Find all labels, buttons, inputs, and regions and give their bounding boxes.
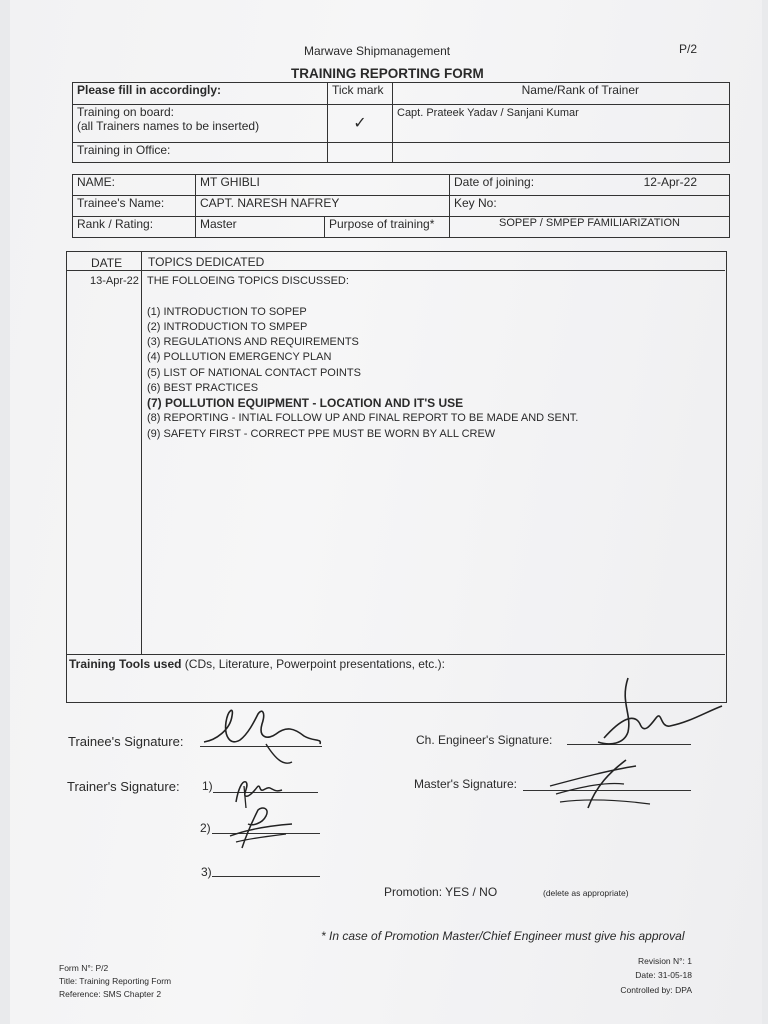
master-signature-label: Master's Signature: — [414, 777, 518, 791]
master-signature-scribble — [540, 756, 670, 816]
topic-item-bold: (7) POLLUTION EQUIPMENT - LOCATION AND IT'S USE — [147, 396, 464, 410]
office-trainer-names — [393, 143, 730, 163]
topics-box — [66, 251, 727, 703]
details-table — [72, 174, 730, 238]
trainer-table — [72, 82, 730, 163]
date-joining-cell — [450, 175, 730, 196]
topic-item: (6) BEST PRACTICES — [147, 382, 259, 394]
fill-accordingly-header: Please fill in accordingly: — [73, 83, 328, 105]
form-title-footer: Title: Training Reporting Form — [59, 976, 172, 986]
name-label: NAME: — [73, 175, 196, 196]
company-name: Marwave Shipmanagement — [304, 44, 451, 58]
date-column-divider — [141, 251, 142, 655]
topic-date: 13-Apr-22 — [90, 275, 139, 287]
purpose-label: Purpose of training* — [325, 217, 450, 238]
topic-item: (8) REPORTING - INTIAL FOLLOW UP AND FINAL REPORT TO BE MADE AND SENT. — [147, 412, 579, 424]
controlled-by: Controlled by: DPA — [620, 985, 692, 995]
tick-mark-header: Tick mark — [328, 83, 393, 105]
form-number: Form N°: P/2 — [59, 963, 109, 973]
trainee-signature-label: Trainee's Signature: — [68, 734, 184, 749]
trainee-name-label: Trainee's Name: — [73, 196, 196, 217]
topic-item: (5) LIST OF NATIONAL CONTACT POINTS — [147, 367, 361, 379]
tick-onboard: ✓ — [328, 105, 393, 143]
form-title: TRAINING REPORTING FORM — [291, 66, 484, 81]
tools-divider — [66, 654, 725, 655]
topics-header-divider — [66, 270, 725, 271]
rank-value: Master — [196, 217, 325, 238]
trainer-signature-label: Trainer's Signature: — [67, 779, 180, 794]
page-number: P/2 — [679, 42, 698, 56]
trainee-name-value: CAPT. NARESH NAFREY — [196, 196, 450, 217]
training-onboard-label: Training on board: (all Trainers names to be inserted) — [73, 105, 328, 143]
ch-engineer-signature-label: Ch. Engineer's Signature: — [416, 733, 553, 747]
date-joining-label: Date of joining: — [454, 175, 535, 189]
trainer-signature-2-scribble — [222, 802, 302, 854]
trainer-signature-1-number: 1) — [202, 779, 213, 793]
topic-item: (1) INTRODUCTION TO SOPEP — [147, 306, 307, 318]
purpose-value: SOPEP / SMPEP FAMILIARIZATION — [450, 217, 730, 238]
promotion-note: (delete as appropriate) — [543, 888, 629, 898]
trainer-signature-3-number: 3) — [201, 865, 212, 879]
trainee-signature-scribble — [196, 700, 326, 770]
form-reference: Reference: SMS Chapter 2 — [59, 989, 162, 999]
trainer-signature-3-line — [212, 876, 320, 877]
topic-item: (9) SAFETY FIRST - CORRECT PPE MUST BE WORN BY ALL CREW — [147, 428, 496, 440]
topic-item: (3) REGULATIONS AND REQUIREMENTS — [147, 336, 359, 348]
date-joining-value: 12-Apr-22 — [643, 175, 697, 189]
topics-header: TOPICS DEDICATED — [148, 255, 265, 269]
training-office-label: Training in Office: — [73, 143, 328, 163]
topic-item: (2) INTRODUCTION TO SMPEP — [147, 321, 308, 333]
date-header: DATE — [91, 256, 123, 270]
trainer-name-header: Name/Rank of Trainer — [393, 83, 730, 105]
tools-used: Training Tools used (CDs, Literature, Powerpoint presentations, etc.): — [69, 657, 445, 671]
trainer-names: Capt. Prateek Yadav / Sanjani Kumar — [393, 105, 730, 143]
topic-item: (4) POLLUTION EMERGENCY PLAN — [147, 351, 332, 363]
tick-office — [328, 143, 393, 163]
trainer-signature-2-number: 2) — [200, 821, 211, 835]
revision-date: Date: 31-05-18 — [635, 970, 692, 980]
key-no-label: Key No: — [450, 196, 730, 217]
promotion-label: Promotion: YES / NO — [384, 885, 498, 899]
ch-engineer-signature-scribble — [590, 672, 730, 754]
name-value: MT GHIBLI — [196, 175, 450, 196]
topics-intro: THE FOLLOEING TOPICS DISCUSSED: — [147, 275, 349, 287]
rank-label: Rank / Rating: — [73, 217, 196, 238]
approval-note: * In case of Promotion Master/Chief Engineer must give his approval — [321, 929, 685, 943]
revision-number: Revision N°: 1 — [638, 956, 692, 966]
